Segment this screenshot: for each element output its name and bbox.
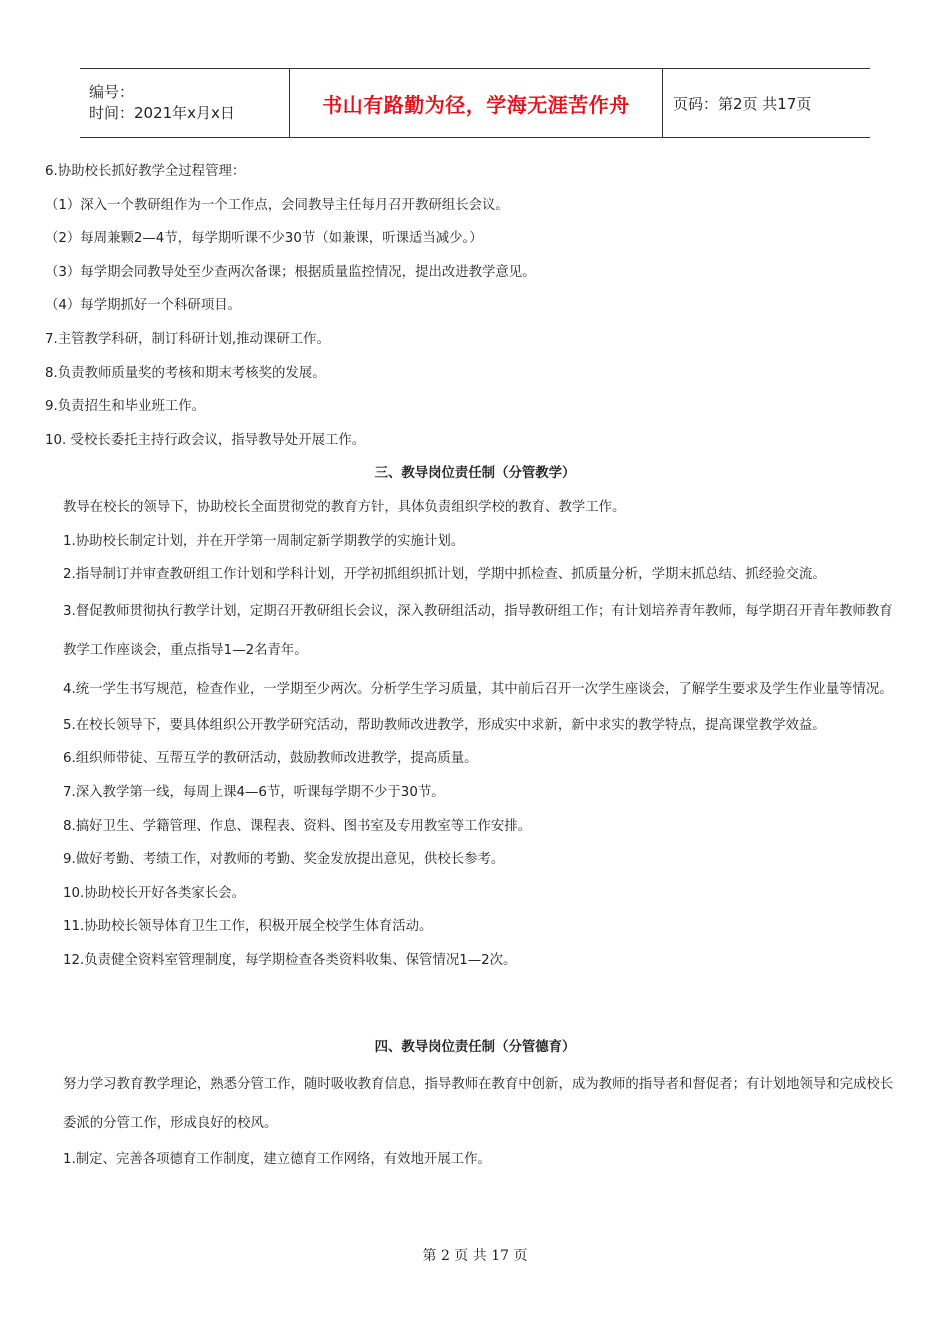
- list-item: 2.指导制订并审查教研组工作计划和学科计划，开学初抓组织抓计划，学期中抓检查、抓质量分析，学期末抓总结、抓经验交流。: [63, 567, 826, 583]
- list-item: 12.负责健全资料室管理制度，每学期检查各类资料收集、保管情况1—2次。: [63, 952, 517, 968]
- paragraph: 8.负责教师质量奖的考核和期末考核奖的发展。: [45, 365, 326, 381]
- header-page-code: 页码：第2页 共17页: [673, 94, 812, 113]
- list-item: 3.督促教师贯彻执行教学计划，定期召开教研组长会议，深入教研组活动，指导教研组工作；有计划培养青年教师，每学期召开青年教师教育教学工作座谈会，重点指导1—2名青年。: [63, 603, 893, 658]
- paragraph: 6.协助校长抓好教学全过程管理：: [45, 164, 246, 179]
- list-item: 6.组织师带徒、互帮互学的教研活动，鼓励教师改进教学，提高质量。: [63, 751, 478, 767]
- paragraph: （2）每周兼颗2—4节，每学期听课不少30节（如兼课，听课适当减少。）: [45, 231, 483, 247]
- section-intro: 努力学习教育教学理论，熟悉分管工作，随时吸收教育信息，指导教师在教育中创新，成为教师的指导者和督促者；有计划地领导和完成校长委派的分管工作，形成良好的校风。: [63, 1077, 894, 1132]
- header-motto-cell: [290, 69, 663, 137]
- header-page-code-cell: [663, 69, 870, 137]
- section-spacer: [45, 977, 905, 1031]
- document-body: [45, 155, 905, 1177]
- header-meta: [80, 69, 290, 137]
- document-number-label: 编号：: [89, 83, 135, 101]
- paragraph: （3）每学期会同教导处至少查两次备课；根据质量监控情况，提出改进教学意见。: [45, 264, 536, 280]
- list-item: 10.协助校长开好各类家长会。: [63, 885, 245, 901]
- list-item: 1.制定、完善各项德育工作制度，建立德育工作网络，有效地开展工作。: [63, 1152, 491, 1168]
- document-date: 时间：2021年x月x日: [89, 104, 235, 122]
- paragraph: （4）每学期抓好一个科研项目。: [45, 298, 241, 314]
- paragraph: 9.负责招生和毕业班工作。: [45, 399, 206, 415]
- list-item: 9.做好考勤、考绩工作，对教师的考勤、奖金发放提出意见，供校长参考。: [63, 852, 505, 868]
- paragraph: 10. 受校长委托主持行政会议，指导教导处开展工作。: [45, 432, 366, 448]
- page-header: [80, 68, 870, 138]
- paragraph: （1）深入一个教研组作为一个工作点，会同教导主任每月召开教研组长会议。: [45, 197, 509, 213]
- list-item: 1.协助校长制定计划，并在开学第一周制定新学期教学的实施计划。: [63, 533, 465, 549]
- header-motto: 书山有路勤为径，学海无涯苦作舟: [322, 92, 630, 117]
- list-item: 4.统一学生书写规范，检查作业，一学期至少两次。分析学生学习质量，其中前后召开一次学生座谈会，了解学生要求及学生作业量等情况。: [63, 681, 893, 697]
- list-item: 8.搞好卫生、学籍管理、作息、课程表、资料、图书室及专用教室等工作安排。: [63, 818, 532, 834]
- page-footer: 第 2 页 共 17 页: [422, 1248, 528, 1264]
- list-item: 11.协助校长领导体育卫生工作，积极开展全校学生体育活动。: [63, 919, 433, 935]
- section-heading: 三、教导岗位责任制（分管教学）: [374, 466, 576, 482]
- list-item: 5.在校长领导下，要具体组织公开教学研究活动，帮助教师改进教学，形成实中求新，新中求实的教学特点，提高课堂教学效益。: [63, 717, 826, 733]
- section-heading: 四、教导岗位责任制（分管德育）: [374, 1040, 576, 1056]
- section-intro: 教导在校长的领导下，协助校长全面贯彻党的教育方针，具体负责组织学校的教育、教学工作。: [63, 499, 626, 515]
- list-item: 7.深入教学第一线，每周上课4—6节，听课每学期不少于30节。: [63, 784, 445, 800]
- paragraph: 7.主管教学科研，制订科研计划,推动课研工作。: [45, 331, 330, 347]
